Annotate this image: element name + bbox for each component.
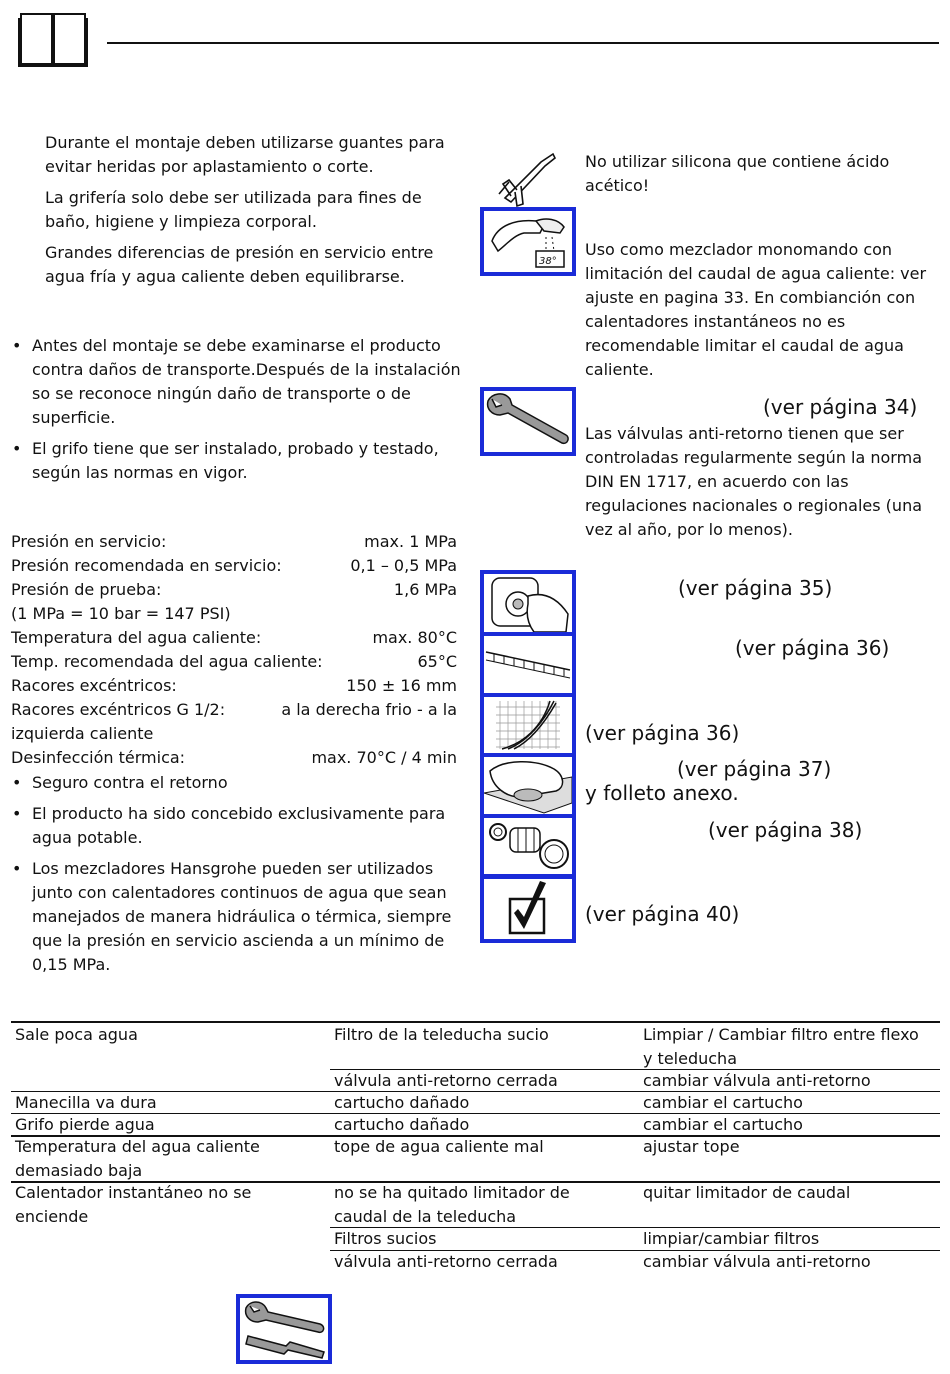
dimensions-page-ref: (ver página 36) [735, 636, 890, 660]
table-cell-fault: Calentador instantáneo no se enciende [15, 1183, 252, 1226]
spec-row: izquierda caliente [11, 724, 154, 743]
table-cell-remedy: quitar limitador de caudal [643, 1183, 851, 1202]
flow-limit-note: Uso como mezclador monomando con limitación del caudal de agua caliente: ver ajuste en pagina 33. En combianción con calentadores instantáneos no es recomendable limitar el caudal de agua caliente. [585, 240, 927, 379]
table-cell-cause: cartucho dañado [334, 1093, 470, 1112]
spec-row: Presión de prueba: 1,6 MPa [11, 580, 457, 599]
header-rule [107, 42, 939, 44]
spec-row: Racores excéntricos: 150 ± 16 mm [11, 676, 457, 695]
cleaning-hand-icon [480, 753, 576, 818]
table-cell-remedy: Limpiar / Cambiar filtro entre flexo y teleducha [643, 1025, 919, 1068]
open-book-icon [18, 10, 88, 68]
mounting-page-ref: (ver página 35) [678, 576, 833, 600]
spec-row: Presión recomendada en servicio: 0,1 – 0,5 MPa [11, 556, 457, 575]
thermostat-hand-icon [480, 207, 576, 276]
list-item: • Los mezcladores Hansgrohe pueden ser utilizados junto con calentadores continuos de agua que sean manejados de manera hidráulica o térmica, siempre que la presión en servicio ascienda a un mínimo de 0,15 MPa. [12, 859, 452, 974]
table-cell-remedy: cambiar válvula anti-retorno [643, 1252, 871, 1271]
spec-row: (1 MPa = 10 bar = 147 PSI) [11, 604, 231, 623]
spec-row: Presión en servicio: max. 1 MPa [11, 532, 457, 551]
cleaning-leaflet-text: y folleto anexo. [585, 781, 739, 805]
table-cell-cause: válvula anti-retorno cerrada [334, 1252, 558, 1271]
table-cell-fault: Manecilla va dura [15, 1093, 157, 1112]
spare-parts-page-ref: (ver página 38) [708, 818, 863, 842]
checkmark-icon [480, 875, 576, 943]
list-item: • El producto ha sido concebido exclusivamente para agua potable. [12, 804, 446, 847]
list-item: • Seguro contra el retorno [12, 773, 228, 792]
list-item: • Antes del montaje se debe examinarse el producto contra daños de transporte.Después de la instalación so se reconoce ningún daño de transporte o de superficie. [12, 336, 461, 427]
silicone-note: No utilizar silicona que contiene ácido acético! [585, 152, 890, 195]
spare-parts-icon [480, 814, 576, 878]
silicone-gun-icon [497, 150, 559, 208]
table-cell-cause: Filtros sucios [334, 1229, 437, 1248]
service-note: Las válvulas anti-retorno tienen que ser controladas regularmente según la norma DIN EN 1717, en acuerdo con las regulaciones nacionales o regionales (una vez al año, por lo menos). [585, 424, 923, 539]
table-cell-remedy: cambiar el cartucho [643, 1115, 803, 1134]
table-cell-fault: Sale poca agua [15, 1025, 138, 1044]
table-cell-remedy: cambiar válvula anti-retorno [643, 1071, 871, 1090]
spec-row: Racores excéntricos G 1/2: a la derecha frio - a la [11, 700, 457, 719]
table-cell-remedy: cambiar el cartucho [643, 1093, 803, 1112]
table-cell-cause: tope de agua caliente mal [334, 1137, 544, 1156]
table-cell-cause: válvula anti-retorno cerrada [334, 1071, 558, 1090]
dimensions-ruler-icon [480, 632, 576, 697]
usage-text: La grifería solo debe ser utilizada para fines de baño, higiene y limpieza corporal. [45, 188, 422, 231]
service-page-ref: (ver página 34) [763, 395, 918, 419]
table-cell-remedy: ajustar tope [643, 1137, 740, 1156]
safety-gloves-text: Durante el montaje deben utilizarse guantes para evitar heridas por aplastamiento o corte. [45, 133, 445, 176]
tools-icon [236, 1294, 332, 1364]
pressure-balance-text: Grandes diferencias de presión en servicio entre agua fría y agua caliente deben equilibrarse. [45, 243, 434, 286]
list-item: • El grifo tiene que ser instalado, probado y testado, según las normas en vigor. [12, 439, 439, 482]
table-cell-remedy: limpiar/cambiar filtros [643, 1229, 820, 1248]
wrench-icon [480, 387, 576, 456]
cleaning-page-ref: (ver página 37) [677, 757, 832, 781]
flow-diagram-icon [480, 693, 576, 757]
mounting-icon [480, 570, 576, 636]
flow-diagram-page-ref: (ver página 36) [585, 721, 740, 745]
table-cell-fault: Temperatura del agua caliente demasiado baja [15, 1137, 260, 1180]
spec-row: Temp. recomendada del agua caliente: 65°C [11, 652, 457, 671]
thermo-reading: 38° [539, 256, 557, 267]
table-cell-cause: no se ha quitado limitador de caudal de la teleducha [334, 1183, 570, 1226]
test-page-ref: (ver página 40) [585, 902, 740, 926]
spec-row: Desinfección térmica: max. 70°C / 4 min [11, 748, 457, 767]
table-cell-cause: Filtro de la teleducha sucio [334, 1025, 549, 1044]
table-cell-cause: cartucho dañado [334, 1115, 470, 1134]
table-cell-fault: Grifo pierde agua [15, 1115, 155, 1134]
spec-row: Temperatura del agua caliente: max. 80°C [11, 628, 457, 647]
